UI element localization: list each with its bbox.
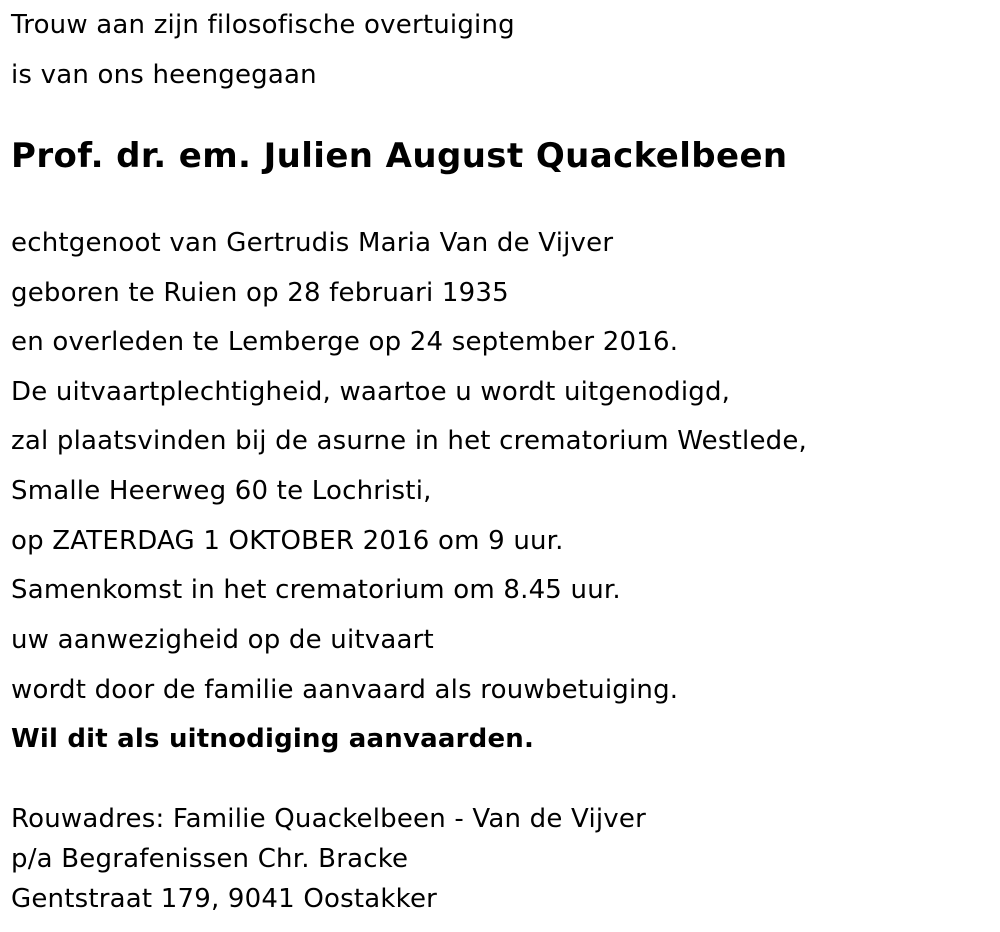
deceased-name: Prof. dr. em. Julien August Quackelbeen bbox=[11, 136, 788, 176]
body-line: echtgenoot van Gertrudis Maria Van de Vijver bbox=[11, 228, 614, 258]
body-line: Smalle Heerweg 60 te Lochristi, bbox=[11, 476, 432, 506]
body-line: en overleden te Lemberge op 24 september 2016. bbox=[11, 327, 679, 357]
address-line-3: Gentstraat 179, 9041 Oostakker bbox=[11, 884, 438, 914]
body-line: wordt door de familie aanvaard als rouwbetuiging. bbox=[11, 675, 679, 705]
body-line: op ZATERDAG 1 OKTOBER 2016 om 9 uur. bbox=[11, 526, 564, 556]
intro-line-1: Trouw aan zijn filosofische overtuiging bbox=[11, 10, 515, 40]
body-line: De uitvaartplechtigheid, waartoe u wordt uitgenodigd, bbox=[11, 377, 731, 407]
address-line-1: Rouwadres: Familie Quackelbeen - Van de Vijver bbox=[11, 804, 646, 834]
address-line-2: p/a Begrafenissen Chr. Bracke bbox=[11, 844, 409, 874]
intro-line-2: is van ons heengegaan bbox=[11, 60, 317, 90]
body-line: zal plaatsvinden bij de asurne in het crematorium Westlede, bbox=[11, 426, 808, 456]
body-line: uw aanwezigheid op de uitvaart bbox=[11, 625, 434, 655]
body-line: Samenkomst in het crematorium om 8.45 uur. bbox=[11, 575, 621, 605]
invitation-line: Wil dit als uitnodiging aanvaarden. bbox=[11, 724, 535, 754]
body-line: geboren te Ruien op 28 februari 1935 bbox=[11, 278, 509, 308]
